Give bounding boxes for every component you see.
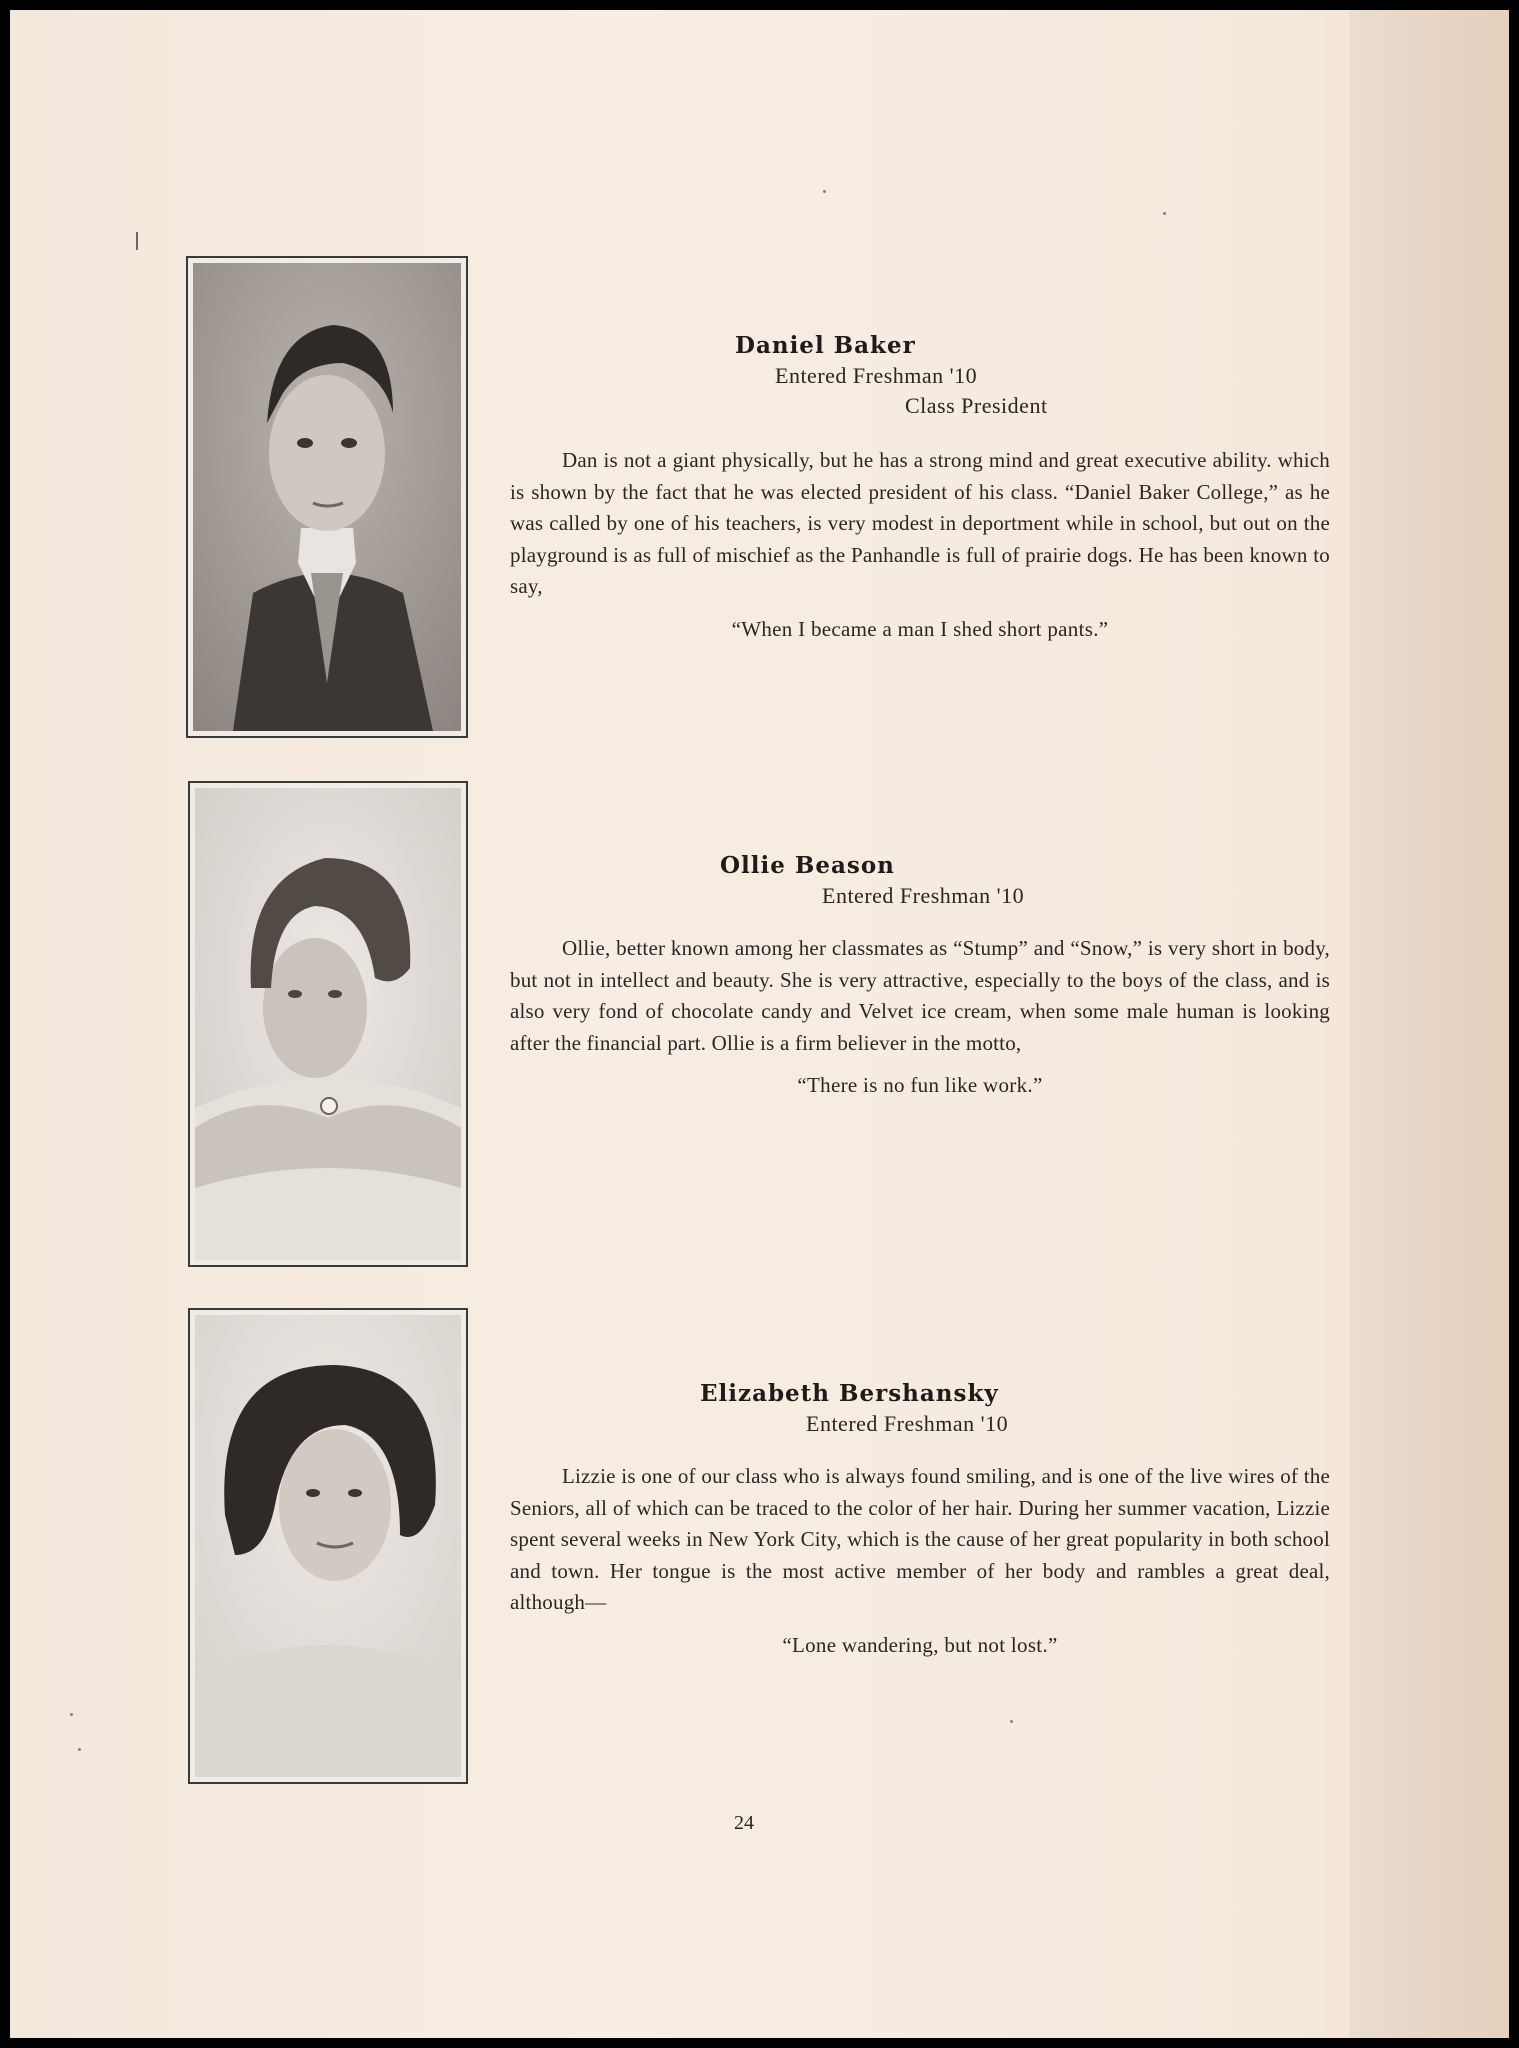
entry-ollie-beason	[510, 852, 1330, 1098]
page-number: 24	[734, 1812, 754, 1834]
student-description: Lizzie is one of our class who is always found smiling, and is one of the live wires of the Seniors, all of which can be traced to the color of her hair. During her summer vacation, Lizzie spent several weeks in New York City, which is the cause of her great popularity in both school and town. Her tongue is the most active member of her body and rambles a great deal, although—	[510, 1464, 1330, 1614]
margin-mark	[136, 232, 138, 250]
student-motto: “Lone wandering, but not lost.”	[782, 1632, 1058, 1657]
entered-line: Entered Freshman '10	[822, 883, 1025, 908]
student-description: Dan is not a giant physically, but he has a strong mind and great executive ability. which is shown by the fact that he was elected president of his class. “Daniel Baker College,” as he was called by one of his teachers, is very modest in deportment while in school, but out on the playground is as full of mischief as the Panhandle is full of prairie dogs. He has been known to say,	[510, 448, 1330, 598]
entered-line: Entered Freshman '10	[806, 1411, 1009, 1436]
student-name: Ollie Beason	[720, 852, 895, 879]
entered-line: Entered Freshman '10	[775, 363, 978, 388]
paper-speck	[823, 190, 826, 193]
paper-speck	[78, 1748, 81, 1751]
portrait-image	[193, 263, 461, 731]
yearbook-page	[10, 10, 1509, 2038]
portrait-daniel-baker	[186, 256, 468, 738]
paper-speck	[70, 1713, 73, 1716]
class-role: Class President	[905, 393, 1048, 418]
entry-elizabeth-bershansky	[510, 1380, 1330, 1658]
student-motto: “When I became a man I shed short pants.”	[731, 616, 1109, 641]
entry-daniel-baker	[510, 332, 1330, 642]
student-name: Daniel Baker	[735, 332, 916, 359]
portrait-elizabeth-bershansky	[188, 1308, 468, 1784]
paper-speck	[1010, 1720, 1013, 1723]
page-spine-shadow	[1350, 10, 1509, 2038]
student-description: Ollie, better known among her classmates as “Stump” and “Snow,” is very short in body, but not in intellect and beauty. She is very attractive, especially to the boys of the class, and is also very fond of chocolate candy and Velvet ice cream, when some male human is looking after the financial part. Ollie is a firm believer in the motto,	[510, 936, 1330, 1055]
student-name: Elizabeth Bershansky	[700, 1380, 999, 1407]
portrait-image	[195, 1315, 461, 1777]
portrait-image	[195, 788, 461, 1260]
student-motto: “There is no fun like work.”	[797, 1073, 1043, 1097]
portrait-ollie-beason	[188, 781, 468, 1267]
paper-speck	[1163, 212, 1166, 215]
